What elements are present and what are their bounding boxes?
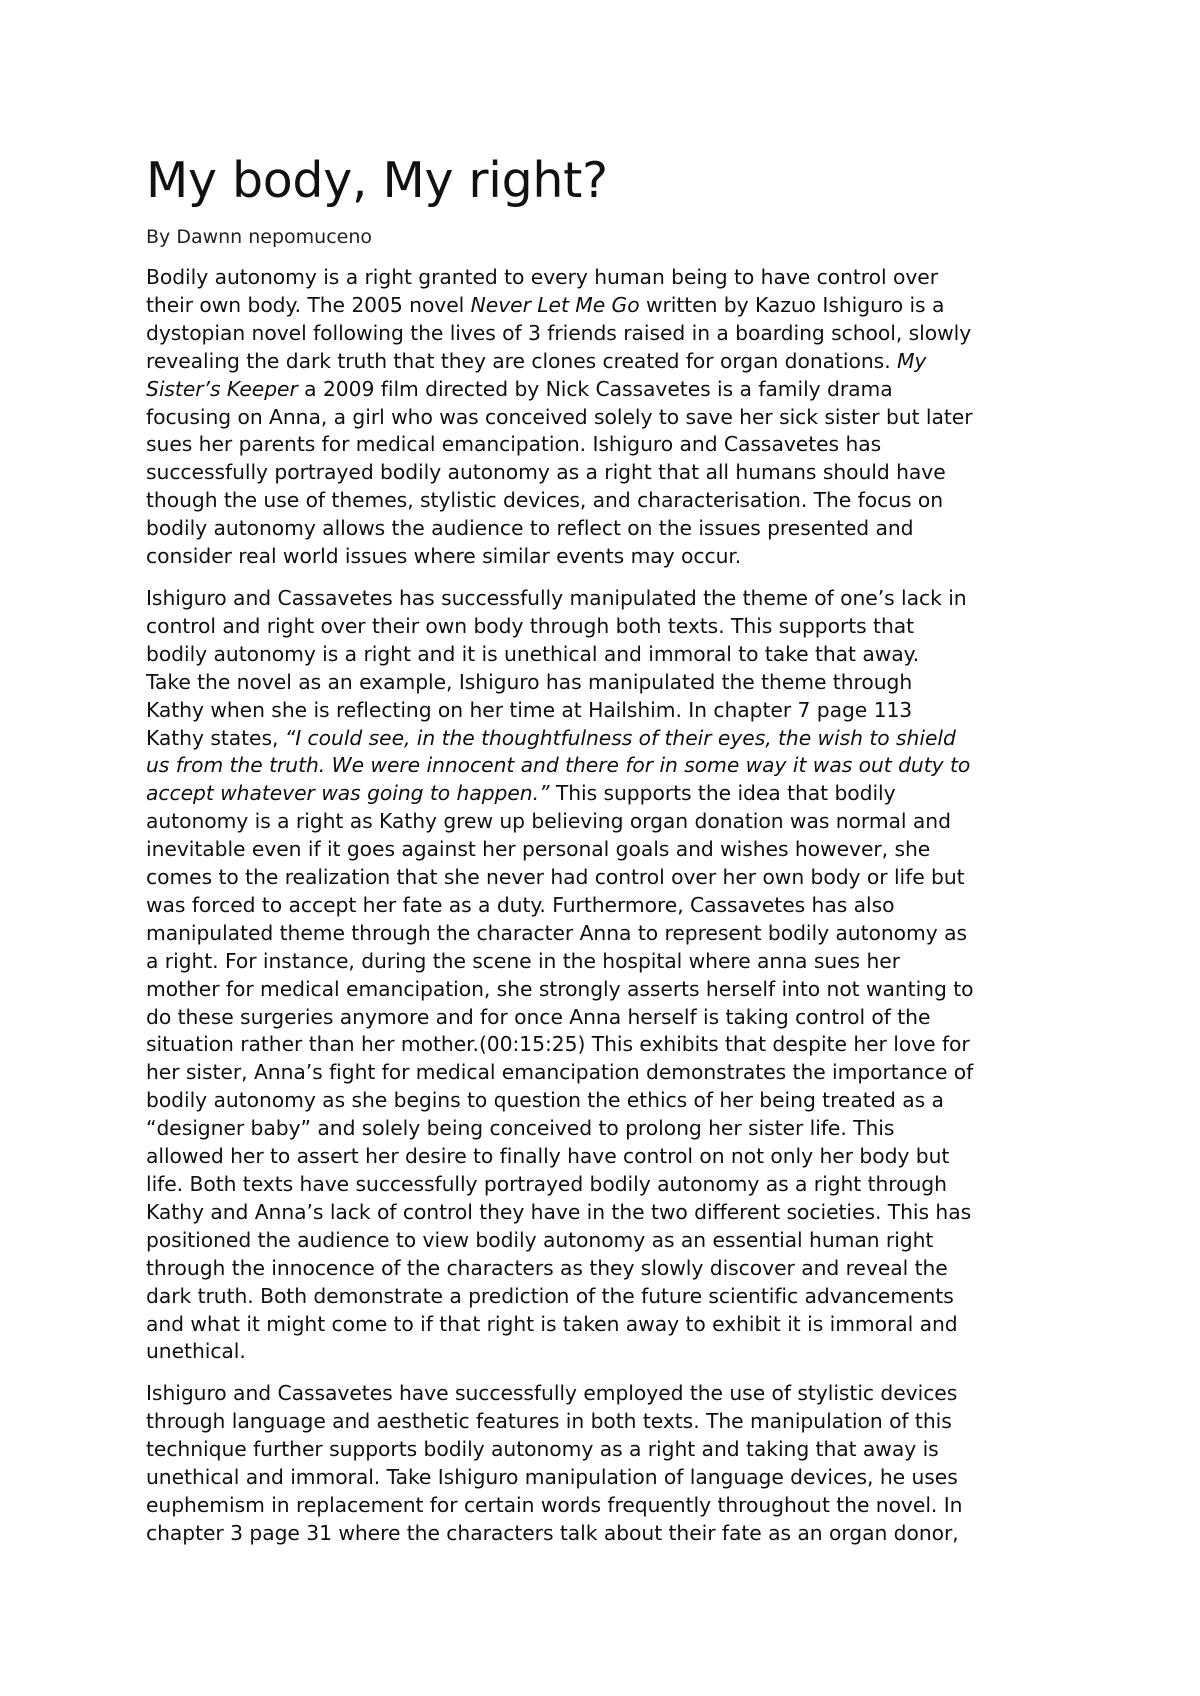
italic-text: us from the truth. We were innocent and there for in some way it was out duty to — [146, 753, 971, 778]
text-run: control and right over their own body through both texts. This supports that — [146, 613, 915, 638]
text-run: dark truth. Both demonstrate a prediction of the future scientific advancements — [146, 1283, 954, 1308]
text-line — [146, 1436, 1066, 1464]
text-run: autonomy is a right as Kathy grew up believing organ donation was normal and — [146, 809, 951, 834]
text-line — [146, 641, 1066, 669]
text-line — [146, 948, 1066, 976]
text-run: do these surgeries anymore and for once Anna herself is taking control of the — [146, 1004, 931, 1029]
text-line — [146, 780, 1066, 808]
text-run: sues her parents for medical emancipation. Ishiguro and Cassavetes has — [146, 432, 882, 457]
text-run: unethical and immoral. Take Ishiguro manipulation of language devices, he uses — [146, 1465, 958, 1490]
text-line — [146, 1283, 1066, 1311]
text-line — [146, 404, 1066, 432]
italic-text: “I could see, in the thoughtfulness of their eyes, the wish to shield — [284, 725, 956, 750]
text-line — [146, 1464, 1066, 1492]
text-run: allowed her to assert her desire to finally have control on not only her body but — [146, 1144, 950, 1169]
text-run: her sister, Anna’s fight for medical emancipation demonstrates the importance of — [146, 1060, 974, 1085]
text-line — [146, 292, 1066, 320]
text-line — [146, 487, 1066, 515]
text-line — [146, 1492, 1066, 1520]
text-run: Kathy states, — [146, 725, 285, 750]
text-run: Ishiguro and Cassavetes has successfully manipulated the theme of one’s lack in — [146, 585, 967, 610]
text-line — [146, 1031, 1066, 1059]
text-run: Ishiguro and Cassavetes have successfully employed the use of stylistic devices — [146, 1381, 958, 1406]
text-line — [146, 376, 1066, 404]
text-line — [146, 1087, 1066, 1115]
text-line — [146, 1227, 1066, 1255]
italic-text: Sister’s Keeper — [146, 376, 298, 401]
text-line — [146, 585, 1066, 613]
text-run: inevitable even if it goes against her personal goals and wishes however, she — [146, 837, 931, 862]
italic-text: Never Let Me Go — [470, 292, 640, 317]
document-title: My body, My right? — [146, 152, 608, 209]
text-line — [146, 892, 1066, 920]
text-line — [146, 1255, 1066, 1283]
text-run: through language and aesthetic features in both texts. The manipulation of this — [146, 1409, 952, 1434]
text-run: euphemism in replacement for certain words frequently throughout the novel. In — [146, 1492, 963, 1517]
document-body — [146, 150, 1066, 1562]
text-line — [146, 1115, 1066, 1143]
text-line — [146, 1311, 1066, 1339]
text-run: “designer baby” and solely being conceived to prolong her sister life. This — [146, 1116, 895, 1141]
text-line — [146, 320, 1066, 348]
text-line — [146, 864, 1066, 892]
text-run: Kathy and Anna’s lack of control they have in the two different societies. This has — [146, 1199, 972, 1224]
text-line — [146, 1408, 1066, 1436]
text-line — [146, 1338, 1066, 1366]
text-run: situation rather than her mother.(00:15:25) This exhibits that despite her love for — [146, 1032, 970, 1057]
text-run: though the use of themes, stylistic devices, and characterisation. The focus on — [146, 488, 944, 513]
text-line — [146, 1380, 1066, 1408]
body-paragraph — [146, 264, 1066, 571]
text-run: technique further supports bodily autonomy as a right and taking that away is — [146, 1437, 939, 1462]
text-run: This supports the idea that bodily — [549, 781, 896, 806]
italic-text: accept whatever was going to happen.” — [146, 781, 550, 806]
text-line — [146, 752, 1066, 780]
text-run: consider real world issues where similar events may occur. — [146, 544, 742, 569]
text-run: successfully portrayed bodily autonomy as a right that all humans should have — [146, 460, 946, 485]
text-line — [146, 697, 1066, 725]
text-line — [146, 1004, 1066, 1032]
text-line — [146, 1520, 1066, 1548]
text-run: Kathy when she is reflecting on her time at Hailshim. In chapter 7 page 113 — [146, 697, 913, 722]
text-line — [146, 459, 1066, 487]
text-run: focusing on Anna, a girl who was conceived solely to save her sick sister but later — [146, 404, 973, 429]
text-run: a right. For instance, during the scene in the hospital where anna sues her — [146, 948, 900, 973]
italic-text: My — [896, 348, 927, 373]
text-line — [146, 613, 1066, 641]
document-paragraphs — [146, 264, 1066, 1548]
text-run: written by Kazuo Ishiguro is a — [639, 292, 945, 317]
text-line — [146, 1143, 1066, 1171]
text-line — [146, 1199, 1066, 1227]
text-run: a 2009 film directed by Nick Cassavetes is a family drama — [297, 376, 893, 401]
text-run: was forced to accept her fate as a duty. Furthermore, Cassavetes has also — [146, 892, 895, 917]
text-run: Bodily autonomy is a right granted to every human being to have control over — [146, 265, 938, 289]
text-run: manipulated theme through the character Anna to represent bodily autonomy as — [146, 920, 967, 945]
text-run: through the innocence of the characters as they slowly discover and reveal the — [146, 1255, 948, 1280]
text-run: their own body. The 2005 novel — [146, 292, 471, 317]
text-run: life. Both texts have successfully portrayed bodily autonomy as a right through — [146, 1172, 947, 1196]
text-run: dystopian novel following the lives of 3 friends raised in a boarding school, slowly — [146, 320, 972, 345]
text-line — [146, 920, 1066, 948]
text-run: revealing the dark truth that they are clones created for organ donations. — [146, 348, 897, 373]
body-paragraph — [146, 585, 1066, 1366]
text-run: chapter 3 page 31 where the characters talk about their fate as an organ donor, — [146, 1520, 959, 1545]
document-byline: By Dawnn nepomuceno — [146, 226, 373, 248]
text-line — [146, 348, 1066, 376]
text-line — [146, 431, 1066, 459]
text-line — [146, 543, 1066, 571]
text-line — [146, 725, 1066, 753]
body-paragraph — [146, 1380, 1066, 1547]
text-line — [146, 264, 1066, 292]
text-run: positioned the audience to view bodily autonomy as an essential human right — [146, 1227, 934, 1252]
text-line — [146, 669, 1066, 697]
text-run: unethical. — [146, 1339, 246, 1364]
text-run: bodily autonomy is a right and it is unethical and immoral to take that away. — [146, 641, 920, 666]
text-line — [146, 515, 1066, 543]
text-line — [146, 1059, 1066, 1087]
text-run: bodily autonomy allows the audience to reflect on the issues presented and — [146, 516, 914, 541]
text-run: and what it might come to if that right is taken away to exhibit it is immoral and — [146, 1311, 958, 1336]
text-run: mother for medical emancipation, she strongly asserts herself into not wanting to — [146, 976, 974, 1001]
text-line — [146, 836, 1066, 864]
text-run: bodily autonomy as she begins to question the ethics of her being treated as a — [146, 1088, 944, 1113]
text-line — [146, 808, 1066, 836]
text-run: Take the novel as an example, Ishiguro has manipulated the theme through — [146, 669, 913, 694]
text-run: comes to the realization that she never had control over her own body or life but — [146, 865, 965, 890]
text-line — [146, 976, 1066, 1004]
text-line — [146, 1171, 1066, 1199]
